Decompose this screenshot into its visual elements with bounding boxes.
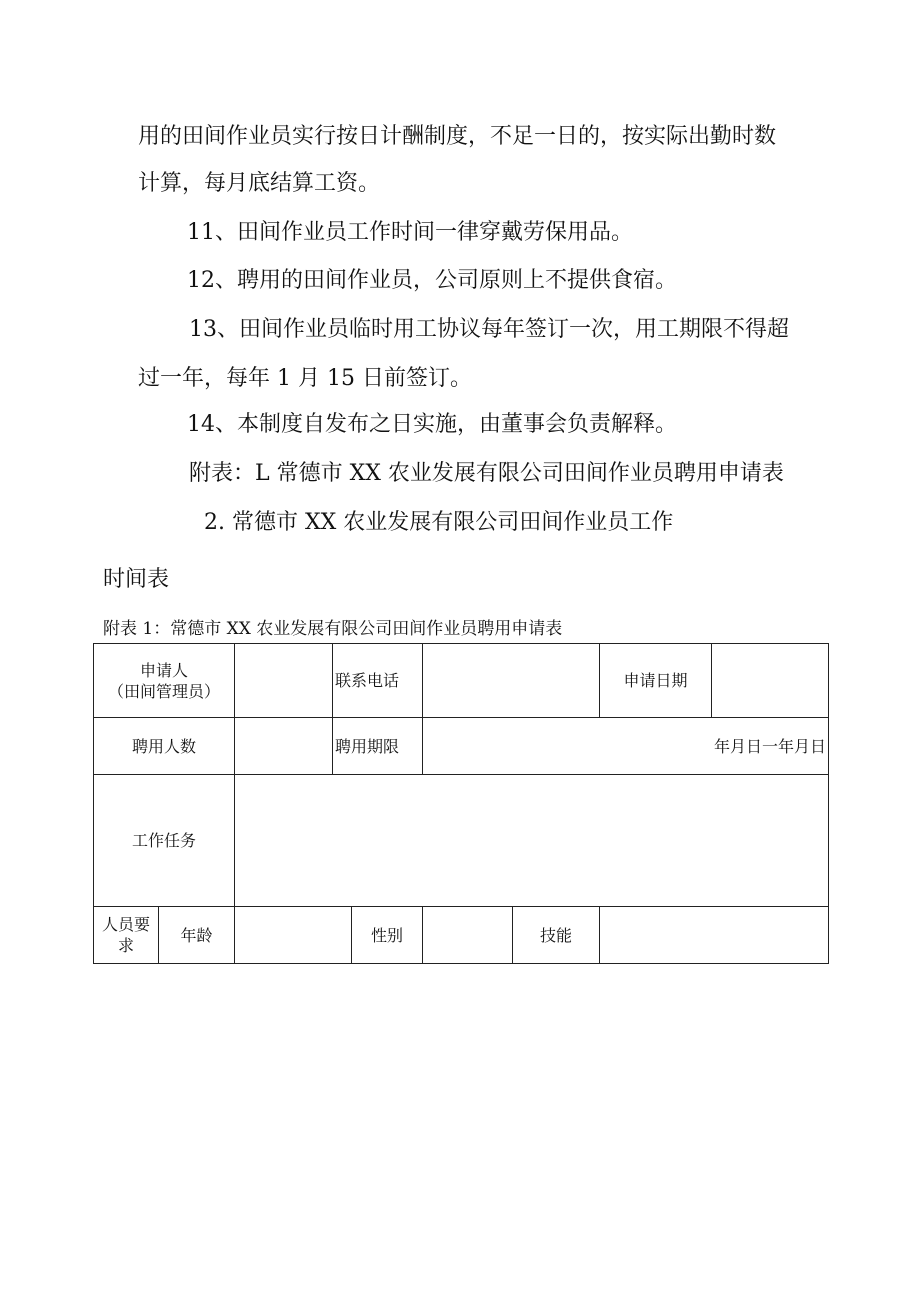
clause-12: 12、聘用的田间作业员，公司原则上不提供食宿。 xyxy=(187,268,677,293)
skill-label: 技能 xyxy=(513,907,600,964)
paragraph-line-1: 用的田间作业员实行按日计酬制度，不足一日的，按实际出勤时数 xyxy=(138,124,777,149)
hire-period-value[interactable]: 年月日一年月日 xyxy=(423,718,829,775)
applicant-value-cell[interactable] xyxy=(235,644,333,718)
hire-period-label: 聘用期限 xyxy=(333,718,423,775)
apply-date-label: 申请日期 xyxy=(600,644,712,718)
applicant-label: 申请人 xyxy=(140,660,189,680)
clause-13-continued: 过一年，每年 1 月 15 日前签订。 xyxy=(138,366,472,391)
gender-value-cell[interactable] xyxy=(423,907,513,964)
paragraph-line-2: 计算，每月底结算工资。 xyxy=(138,171,381,196)
age-value-cell[interactable] xyxy=(235,907,352,964)
gender-label: 性别 xyxy=(352,907,423,964)
appendix-list-item-2-continued: 时间表 xyxy=(103,567,170,592)
phone-value-cell[interactable] xyxy=(423,644,600,718)
table-row-applicant xyxy=(94,644,829,718)
requirements-label-line2: 求 xyxy=(117,936,134,955)
table-row-hiring xyxy=(94,718,829,775)
age-label: 年龄 xyxy=(159,907,235,964)
table-caption: 附表 1：常德市 XX 农业发展有限公司田间作业员聘用申请表 xyxy=(103,619,563,639)
applicant-label-cell xyxy=(94,644,235,718)
table-row-task xyxy=(94,775,829,907)
phone-label: 联系电话 xyxy=(333,644,423,718)
task-value-cell[interactable] xyxy=(235,775,829,907)
appendix-list-item-1: 附表：L 常德市 XX 农业发展有限公司田间作业员聘用申请表 xyxy=(189,461,784,486)
appendix-list-item-2: 2. 常德市 XX 农业发展有限公司田间作业员工作 xyxy=(204,510,674,535)
clause-11: 11、田间作业员工作时间一律穿戴劳保用品。 xyxy=(187,220,633,245)
clause-14: 14、本制度自发布之日实施，由董事会负责解释。 xyxy=(187,412,677,437)
apply-date-value-cell[interactable] xyxy=(712,644,829,718)
clause-13: 13、田间作业员临时用工协议每年签订一次，用工期限不得超 xyxy=(189,317,789,342)
applicant-role-label: （田间管理员） xyxy=(108,681,221,701)
table-row-requirements xyxy=(94,907,829,964)
requirements-label-cell xyxy=(94,907,159,964)
task-label: 工作任务 xyxy=(94,775,235,907)
application-form-table xyxy=(93,643,829,964)
skill-value-cell[interactable] xyxy=(600,907,829,964)
requirements-label-line1: 人员要 xyxy=(101,915,150,934)
hire-count-value-cell[interactable] xyxy=(235,718,333,775)
hire-count-label: 聘用人数 xyxy=(94,718,235,775)
